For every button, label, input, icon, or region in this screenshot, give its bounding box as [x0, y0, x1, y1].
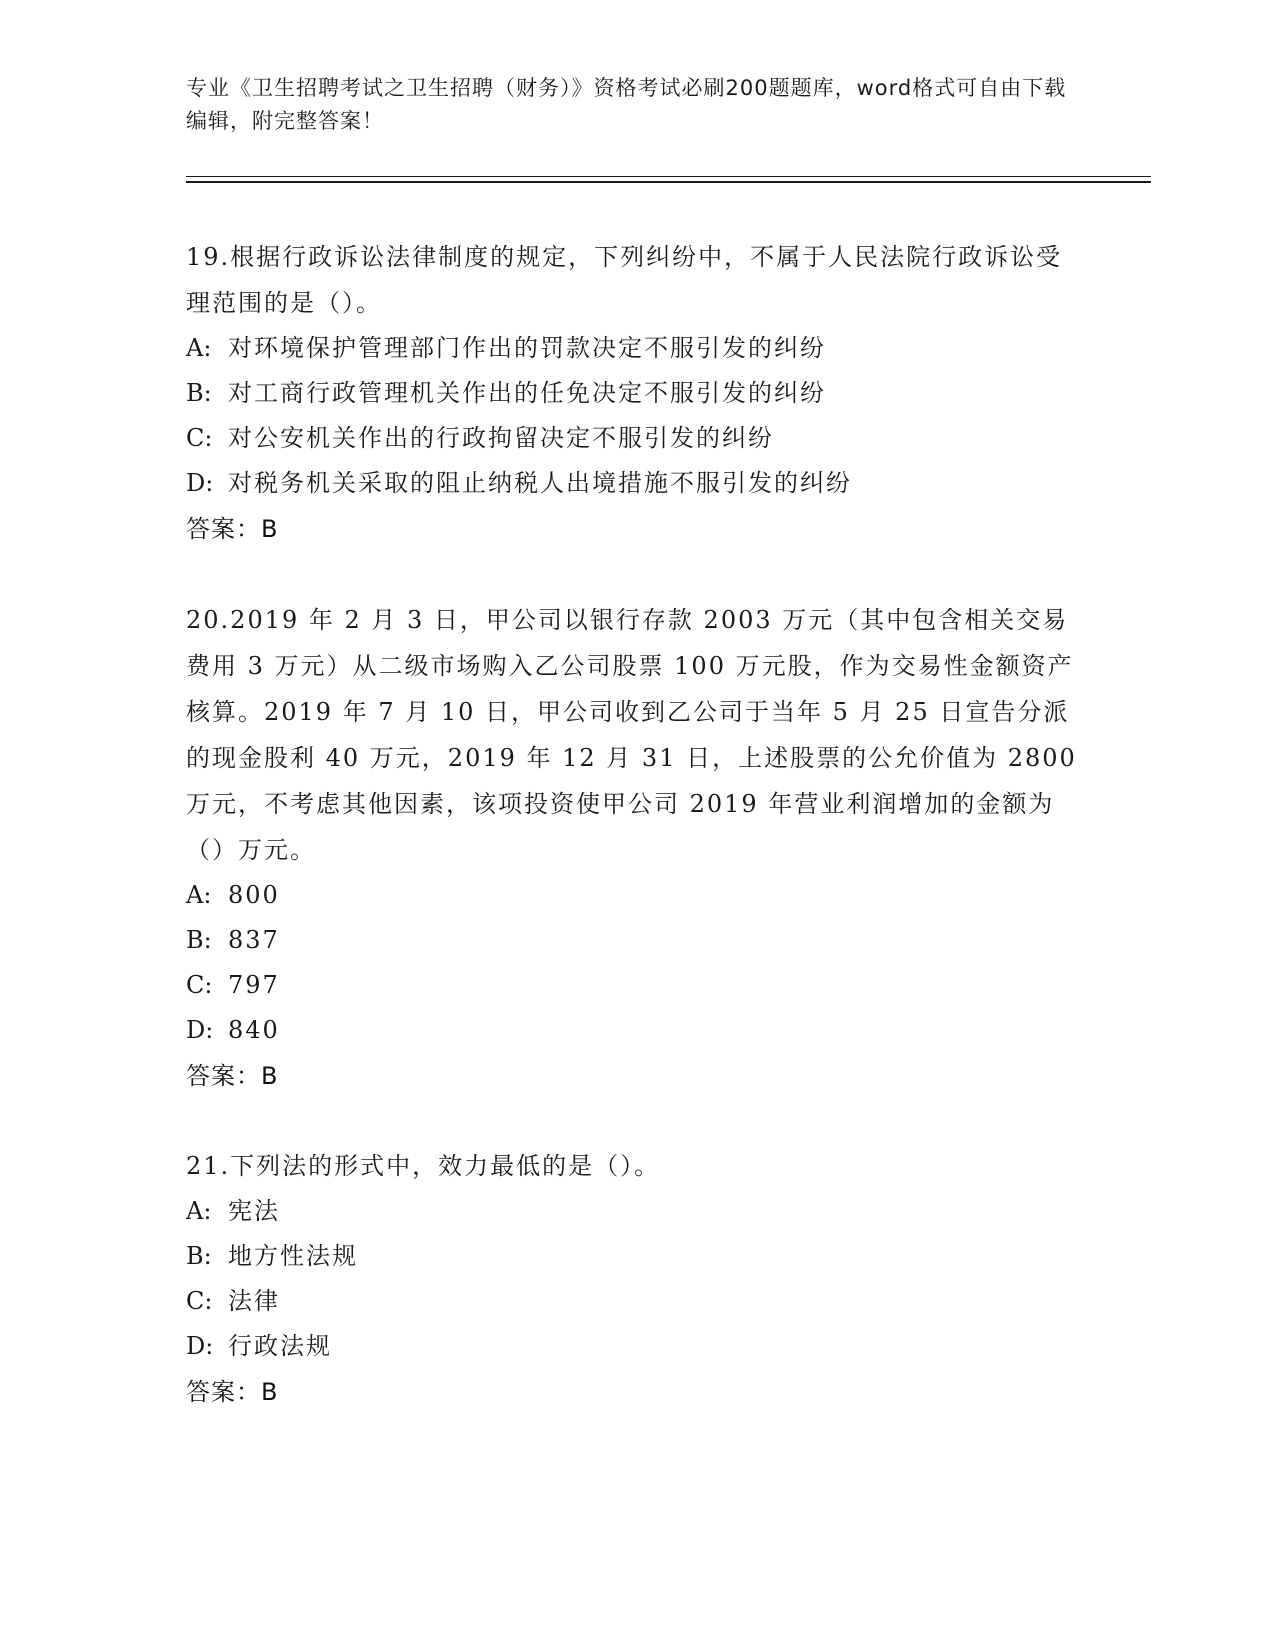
question-text: 根据行政诉讼法律制度的规定，下列纠纷中，不属于人民法院行政诉讼受理范围的是（）。: [186, 243, 1063, 317]
question-20: [186, 597, 1086, 1099]
option-key: B:: [186, 379, 212, 407]
option-d: [186, 1008, 1086, 1053]
question-stem: [186, 234, 1086, 326]
question-number: 21.: [186, 1152, 231, 1180]
option-b: [186, 371, 1086, 416]
option-list: [186, 326, 1086, 506]
option-b: [186, 918, 1086, 963]
option-text: 法律: [228, 1287, 280, 1315]
option-key: B:: [186, 926, 212, 954]
question-number: 19.: [186, 243, 231, 271]
option-b: [186, 1234, 1086, 1279]
option-text: 797: [228, 971, 280, 999]
option-text: 对税务机关采取的阻止纳税人出境措施不服引发的纠纷: [228, 469, 852, 497]
answer-line: 答案：B: [186, 1062, 279, 1090]
question-text: 2019 年 2 月 3 日，甲公司以银行存款 2003 万元（其中包含相关交易费用 3 万元）从二级市场购入乙公司股票 100 万元股，作为交易性金额资产核算。2019 年 7 月 10 日，甲公司收到乙公司于当年 5 月 25 日宣告分派的现金股利 40 万元，2019 年 12 月 31 日，上述股票的公允价值为 2800 万元，不考虑其他因素，该项投资使甲公司 2019 年营业利润增加的金额为（）万元。: [186, 606, 1077, 864]
question-21: [186, 1143, 1086, 1415]
option-key: A:: [186, 881, 212, 909]
answer-line: 答案：B: [186, 1378, 279, 1406]
option-text: 地方性法规: [228, 1242, 358, 1270]
option-c: [186, 416, 1086, 461]
answer-line: 答案：B: [186, 515, 279, 543]
option-key: D:: [186, 1332, 214, 1360]
question-stem: [186, 1143, 1086, 1189]
question-number: 20.: [186, 606, 231, 634]
option-list: [186, 873, 1086, 1053]
option-key: A:: [186, 334, 212, 362]
option-key: D:: [186, 1016, 214, 1044]
question-text: 下列法的形式中，效力最低的是（）。: [230, 1152, 661, 1180]
option-d: [186, 1324, 1086, 1369]
option-list: [186, 1189, 1086, 1369]
option-text: 行政法规: [228, 1332, 332, 1360]
option-c: [186, 1279, 1086, 1324]
option-text: 837: [228, 926, 280, 954]
header-divider: [186, 176, 1151, 183]
option-a: [186, 1189, 1086, 1234]
option-key: C:: [186, 1287, 213, 1315]
option-text: 800: [228, 881, 280, 909]
question-19: [186, 234, 1086, 552]
option-text: 对环境保护管理部门作出的罚款决定不服引发的纠纷: [228, 334, 826, 362]
option-key: C:: [186, 971, 213, 999]
question-stem: [186, 597, 1086, 873]
option-d: [186, 461, 1086, 506]
option-a: [186, 326, 1086, 371]
option-text: 840: [228, 1016, 280, 1044]
option-key: C:: [186, 424, 213, 452]
header-intro-text: 专业《卫生招聘考试之卫生招聘（财务）》资格考试必刷200题题库，word格式可自由下载编辑，附完整答案！: [186, 76, 1067, 133]
page-header: [186, 72, 1086, 138]
option-key: B:: [186, 1242, 212, 1270]
option-c: [186, 963, 1086, 1008]
option-key: A:: [186, 1197, 212, 1225]
option-text: 对公安机关作出的行政拘留决定不服引发的纠纷: [228, 424, 774, 452]
option-key: D:: [186, 469, 214, 497]
option-text: 宪法: [228, 1197, 280, 1225]
option-text: 对工商行政管理机关作出的任免决定不服引发的纠纷: [228, 379, 826, 407]
option-a: [186, 873, 1086, 918]
